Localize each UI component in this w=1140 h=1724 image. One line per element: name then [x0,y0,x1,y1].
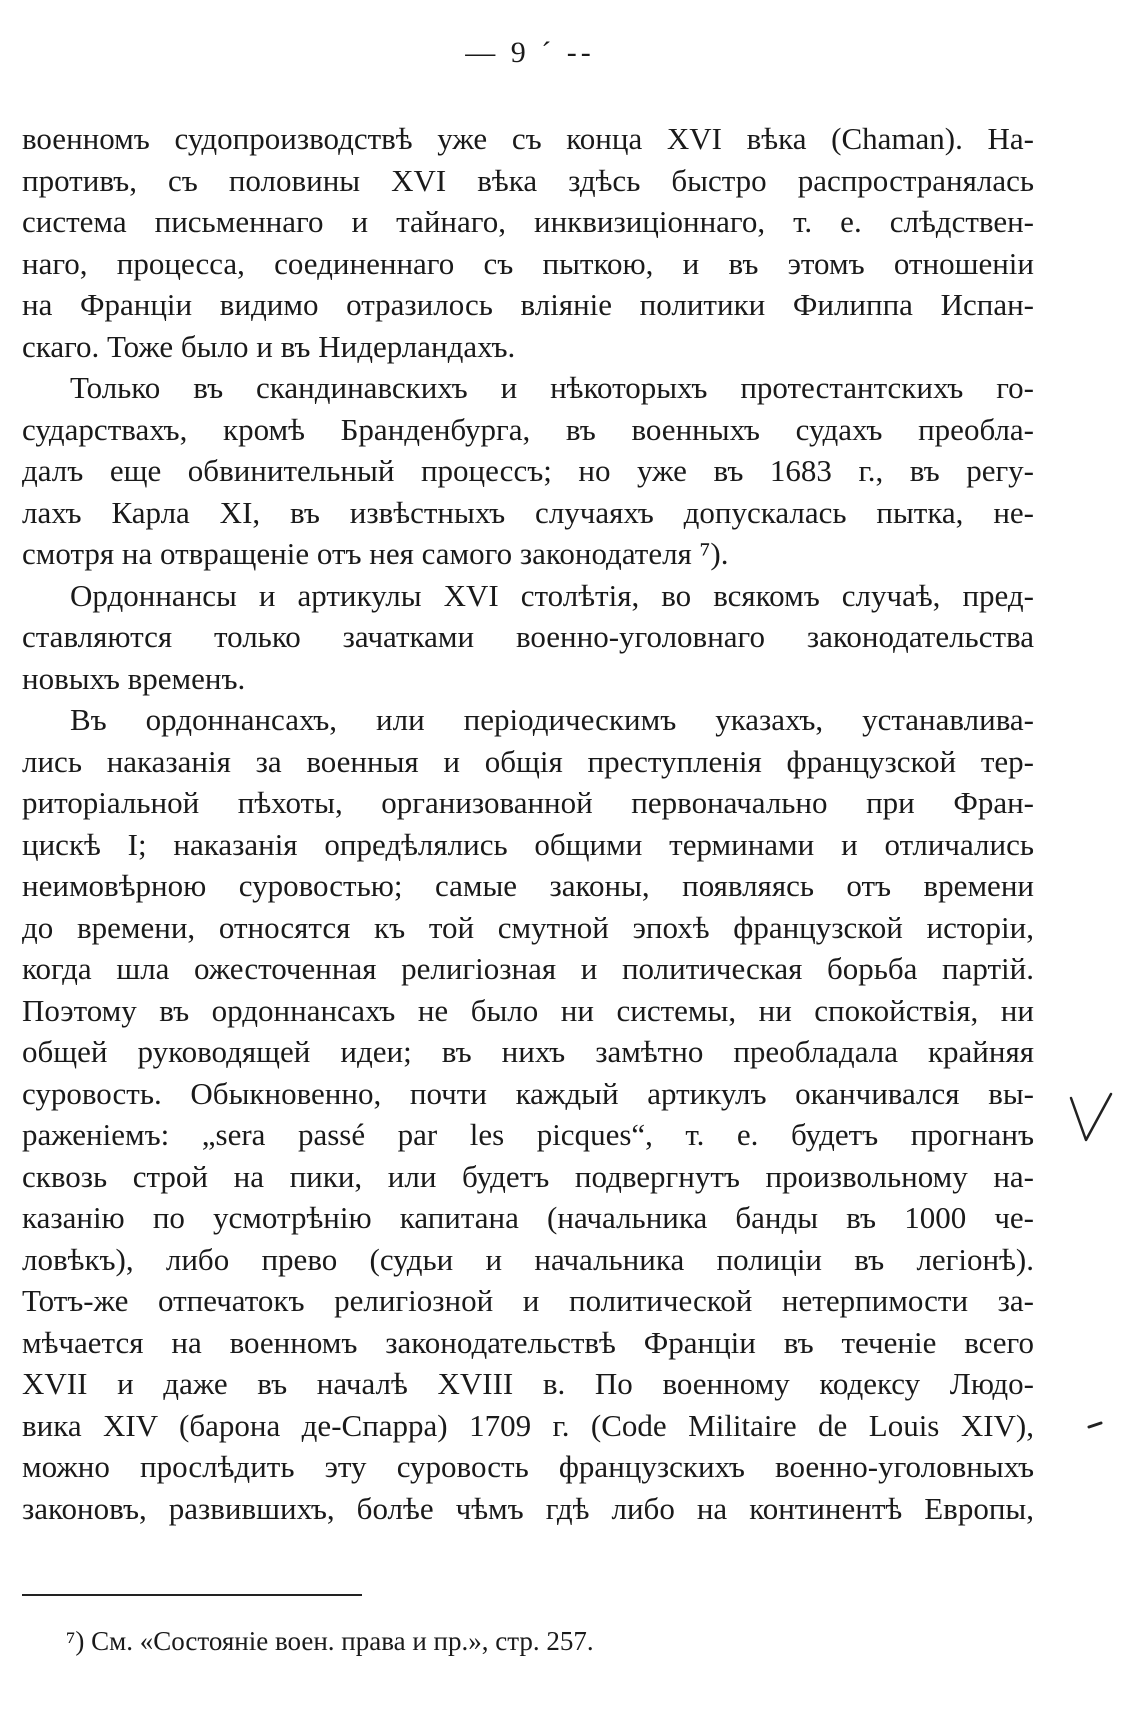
text-line: XVII и даже въ началѣ XVIII в. По военному кодексу Людо- [22,1366,1034,1401]
footnote [66,1626,594,1657]
text-line: наго, процесса, соединеннаго съ пыткою, и въ этомъ отношеніи [22,245,1034,281]
text-line: можно прослѣдить эту суровость французскихъ военно-уголовныхъ [22,1449,1034,1484]
text-line: сквозь строй на пики, или будетъ подвергнутъ произвольному на- [22,1158,1034,1194]
text-line: сударствахъ, кромѣ Бранденбурга, въ военныхъ судахъ преобла- [22,411,1034,447]
text-line: Тотъ-же отпечатокъ религіозной и политической нетерпимости за- [22,1283,1034,1318]
text-line: общей руководящей идеи; въ нихъ замѣтно преобладала крайняя [22,1034,1034,1069]
footnote-text: См. «Состояніе воен. права и пр.», стр. 257. [91,1626,594,1656]
text-line: новыхъ временъ. [22,660,246,696]
text-line: вика XIV (барона де-Спарра) 1709 г. (Code Militaire de Louis XIV), [22,1407,1034,1443]
pencil-dash-mark-icon [1087,1420,1103,1430]
text-line: суровость. Обыкновенно, почти каждый артикулъ оканчивался вы- [22,1075,1034,1111]
text-line: мѣчается на военномъ законодательствѣ Франціи въ теченіе всего [22,1324,1034,1360]
text-line: до времени, относятся къ той смутной эпохѣ французской исторіи, [22,909,1034,945]
text-line: Поэтому въ ордоннансахъ не было ни системы, ни спокойствія, ни [22,992,1034,1028]
text-line: казанію по усмотрѣнію капитана (начальника банды въ 1000 че- [22,1200,1034,1235]
text-line: когда шла ожесточенная религіозная и политическая борьба партій. [22,951,1034,986]
text-line: Ордоннансы и артикулы XVI столѣтія, во всякомъ случаѣ, пред- [70,577,1034,613]
text-line: законовъ, развившихъ, болѣе чѣмъ гдѣ либо на континентѣ Европы, [22,1490,1034,1526]
text-line: система письменнаго и тайнаго, инквизиціоннаго, т. е. слѣдствен- [22,204,1034,239]
text-line: Только въ скандинавскихъ и нѣкоторыхъ протестантскихъ го- [70,370,1034,405]
text-line: противъ, съ половины XVI вѣка здѣсь быстро распространялась [22,162,1034,198]
pencil-check-mark-icon [1068,1090,1114,1146]
footnote-marker: ⁷) [66,1626,85,1656]
text-line: неимовѣрною суровостью; самые законы, появляясь отъ времени [22,868,1034,903]
footnote-rule [22,1594,362,1596]
text-line: лись наказанія за военныя и общія преступленія французской тер- [22,743,1034,779]
text-line: смотря на отвращеніе отъ нея самого законодателя ⁷). [22,536,729,571]
text-line: лахъ Карла XI, въ извѣстныхъ случаяхъ допускалась пытка, не- [22,494,1034,530]
text-line: Въ ордоннансахъ, или періодическимъ указахъ, устанавлива- [70,702,1034,737]
text-line: военномъ судопроизводствѣ уже съ конца XVI вѣка (Chaman). На- [22,121,1034,156]
text-line: далъ еще обвинительный процессъ; но уже въ 1683 г., въ регу- [22,453,1034,488]
text-line: ставляются только зачатками военно-уголовнаго законодательства [22,619,1034,654]
text-line: риторіальной пѣхоты, организованной первоначально при Фран- [22,785,1034,820]
text-line: скаго. Тоже было и въ Нидерландахъ. [22,328,516,364]
text-line: цискѣ I; наказанія опредѣлялись общими терминами и отличались [22,826,1034,862]
page-number: — 9 ˊ -- [465,36,595,69]
text-line: ловѣкъ), либо прево (судьи и начальника полиціи въ легіонѣ). [22,1241,1034,1277]
text-line: на Франціи видимо отразилось вліяніе политики Филиппа Испан- [22,287,1034,322]
body-text [22,118,1034,1529]
text-line: раженіемъ: „sera passé par les picques“, т. е. будетъ прогнанъ [22,1117,1034,1152]
